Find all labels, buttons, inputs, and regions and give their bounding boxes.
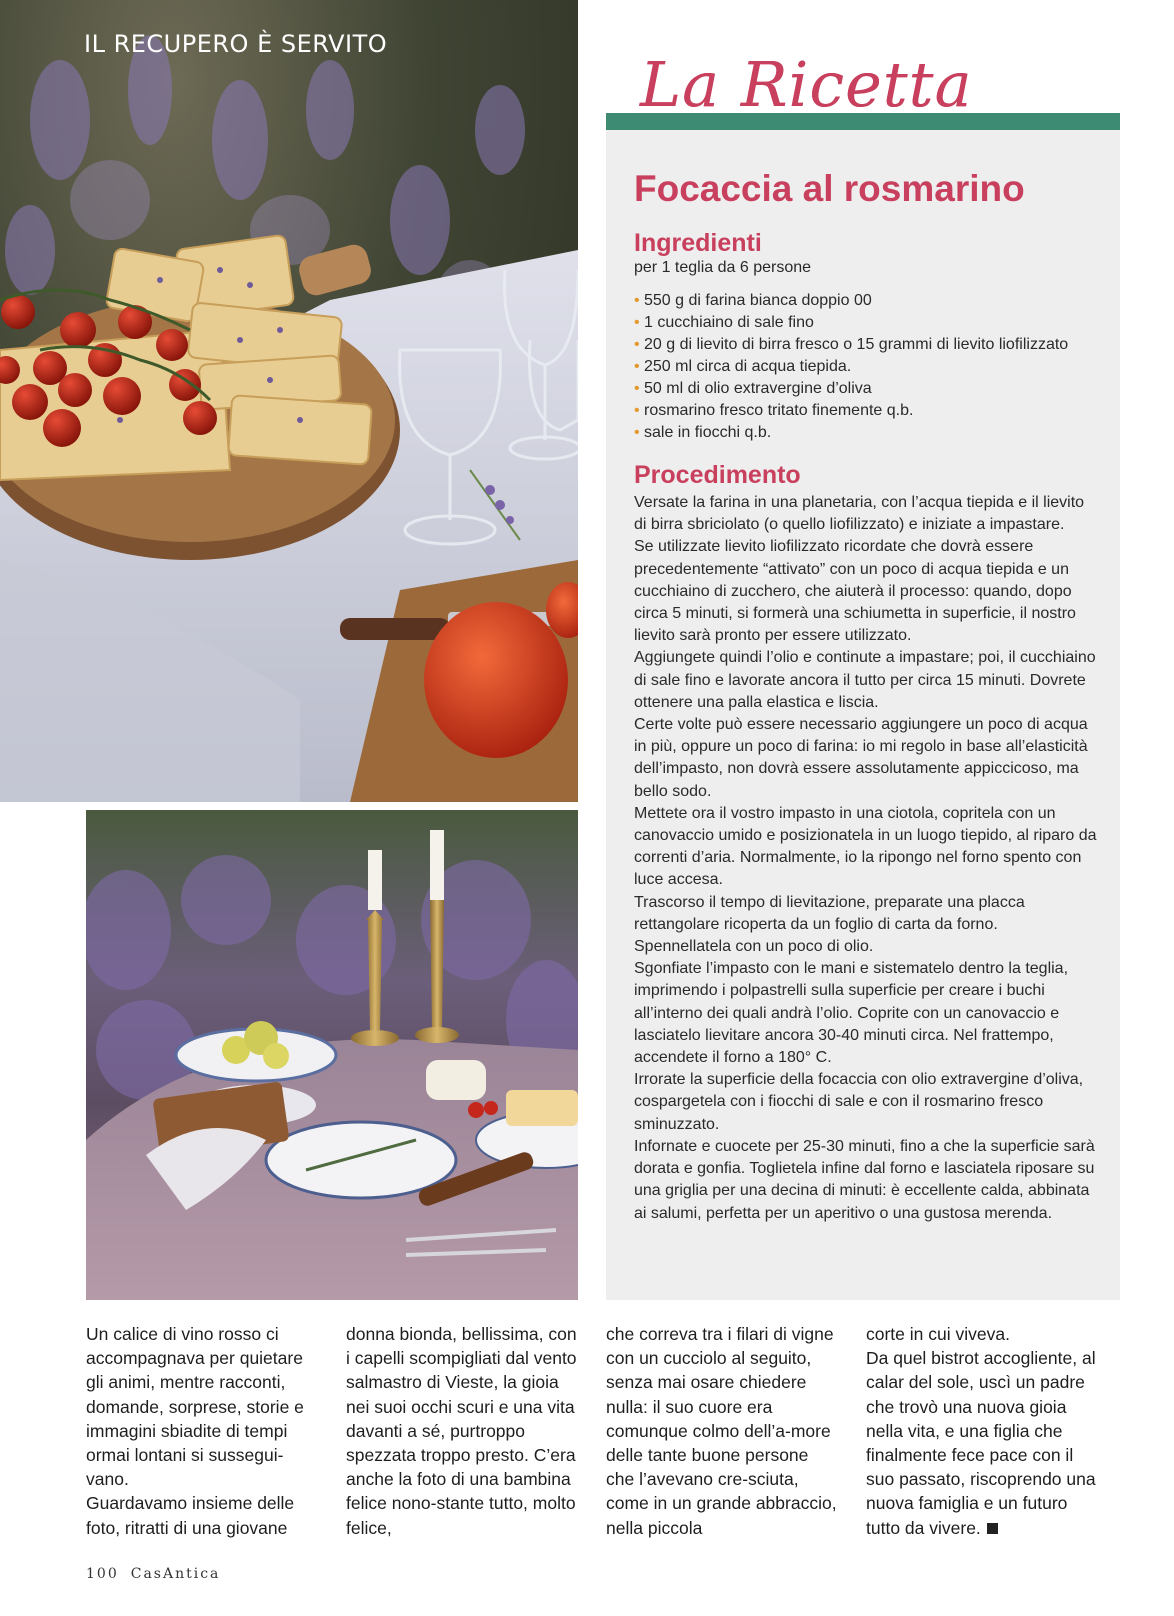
body-column-1 <box>86 1322 318 1540</box>
procedure-step: Mettete ora il vostro impasto in una ciotola, copritela con un canovaccio umido e posizionatela in un luogo tiepido, al riparo da correnti d’aria. Normalmente, io la ripongo nel forno spento con luce accesa. <box>634 804 1097 889</box>
bullet-icon: • <box>634 336 640 353</box>
ingredients-heading: Ingredienti <box>634 229 762 257</box>
body-column-3 <box>606 1322 838 1540</box>
end-of-article-icon <box>987 1523 998 1534</box>
body-paragraph: che correva tra i filari di vigne con un cucciolo al seguito, senza mai osare chiedere nulla: il suo cuore era comunque colmo dell’a-more delle tante buone persone che l’avevano cre-sciuta, come in un grande abbraccio, nella piccola <box>606 1324 837 1538</box>
procedure-step: Trascorso il tempo di lievitazione, preparate una placca rettangolare ricoperta da un foglio di carta da forno. Spennellatela con un poco di olio. <box>634 893 1025 956</box>
body-paragraph-last: Da quel bistrot accogliente, al calar del sole, uscì un padre che trovò una nuova gioia nella vita, e una figlia che finalmente fece pace con il suo passato, riscoprendo una nuova famiglia e un futuro tutto da vivere. <box>866 1348 1096 1538</box>
serving-size: per 1 teglia da 6 persone <box>634 259 812 276</box>
body-column-4 <box>866 1322 1098 1540</box>
ingredient-item: • 250 ml circa di acqua tiepida. <box>634 356 1068 378</box>
ingredient-item: • 1 cucchiaino di sale fino <box>634 312 1068 334</box>
procedure-step: Irrorate la superficie della focaccia con olio extravergine d’oliva, cospargetela con i fiocchi di sale e con il rosmarino fresco sminuzzato. <box>634 1071 1084 1133</box>
procedure-step: Sgonfiate l’impasto con le mani e sistematelo dentro la teglia, imprimendo i polpastrelli sulla superficie per creare i buchi all’interno dei quali andrà l’olio. Coprite con un canovaccio e lasciatelo lievitare ancora 30-40 minuti circa. Nel frattempo, accendete il forno a 180° C. <box>634 960 1069 1067</box>
body-paragraph: corte in cui viveva. <box>866 1324 1010 1344</box>
bullet-icon: • <box>634 358 640 375</box>
bullet-icon: • <box>634 424 640 441</box>
lavender-table-photo <box>86 810 578 1300</box>
page-footer <box>86 1566 220 1582</box>
bullet-icon: • <box>634 314 640 331</box>
ingredient-item: • sale in fiocchi q.b. <box>634 422 1068 444</box>
recipe-heading: La Ricetta <box>640 48 973 121</box>
procedure-text <box>634 492 1098 1225</box>
focaccia-table-photo <box>0 0 578 802</box>
ingredient-item: • 550 g di farina bianca doppio 00 <box>634 290 1068 312</box>
procedure-step: Aggiungete quindi l’olio e continute a impastare; poi, il cucchiaino di sale fino e lavorate ancora il tutto per circa 15 minuti. Dovrete ottenere una palla elastica e liscia. <box>634 649 1096 711</box>
ingredient-item: • 20 g di lievito di birra fresco o 15 grammi di lievito liofilizzato <box>634 334 1068 356</box>
page-number: 100 <box>86 1566 119 1582</box>
body-paragraph: donna bionda, bellissima, con i capelli scompigliati dal vento salmastro di Vieste, la gioia nei suoi occhi scuri e una vita davanti a sé, purtroppo spezzata troppo presto. C’era anche la foto di una bambina felice nono-stante tutto, molto felice, <box>346 1324 577 1538</box>
procedure-step: Infornate e cuocete per 25-30 minuti, fino a che la superficie sarà dorata e gonfia. Toglietela infine dal forno e lasciatela riposare su una griglia per una decina di minuti: è eccellente calda, abbinata ai salumi, perfetta per un aperitivo o una gustosa merenda. <box>634 1137 1095 1222</box>
recipe-title: Focaccia al rosmarino <box>634 168 1025 209</box>
procedure-step: Certe volte può essere necessario aggiungere un poco di acqua in più, oppure un poco di farina: io mi regolo in base all’elasticità dell’impasto, non dovrà essere assolutamente appiccicoso, ma bello sodo. <box>634 716 1088 800</box>
ingredient-item: • 50 ml di olio extravergine d’oliva <box>634 378 1068 400</box>
ingredients-list <box>634 290 1068 444</box>
section-label: IL RECUPERO È SERVITO <box>84 30 388 58</box>
bullet-icon: • <box>634 292 640 309</box>
body-column-2 <box>346 1322 578 1540</box>
body-paragraph: Guardavamo insieme delle foto, ritratti di una giovane <box>86 1493 295 1538</box>
procedure-step: Versate la farina in una planetaria, con l’acqua tiepida e il lievito di birra sbriciolato (o quello liofilizzato) e iniziate a impastare. <box>634 494 1085 534</box>
procedure-step: Se utilizzate lievito liofilizzato ricordate che dovrà essere precedentemente “attivato” con un poco di acqua tiepida e un cucchiaino di zucchero, che aiuterà il processo: quando, dopo circa 5 minuti, si formerà una schiumetta in superficie, il nostro lievito sarà pronto per essere utilizzato. <box>634 538 1076 645</box>
procedure-heading: Procedimento <box>634 461 801 489</box>
bullet-icon: • <box>634 402 640 419</box>
ingredient-item: • rosmarino fresco tritato finemente q.b. <box>634 400 1068 422</box>
bullet-icon: • <box>634 380 640 397</box>
body-paragraph: Un calice di vino rosso ci accompagnava per quietare gli animi, mentre racconti, domande, sorprese, storie e immagini sbiadite di tempi ormai lontani si sussegui-vano. <box>86 1324 304 1490</box>
magazine-name: CasAntica <box>130 1566 221 1582</box>
